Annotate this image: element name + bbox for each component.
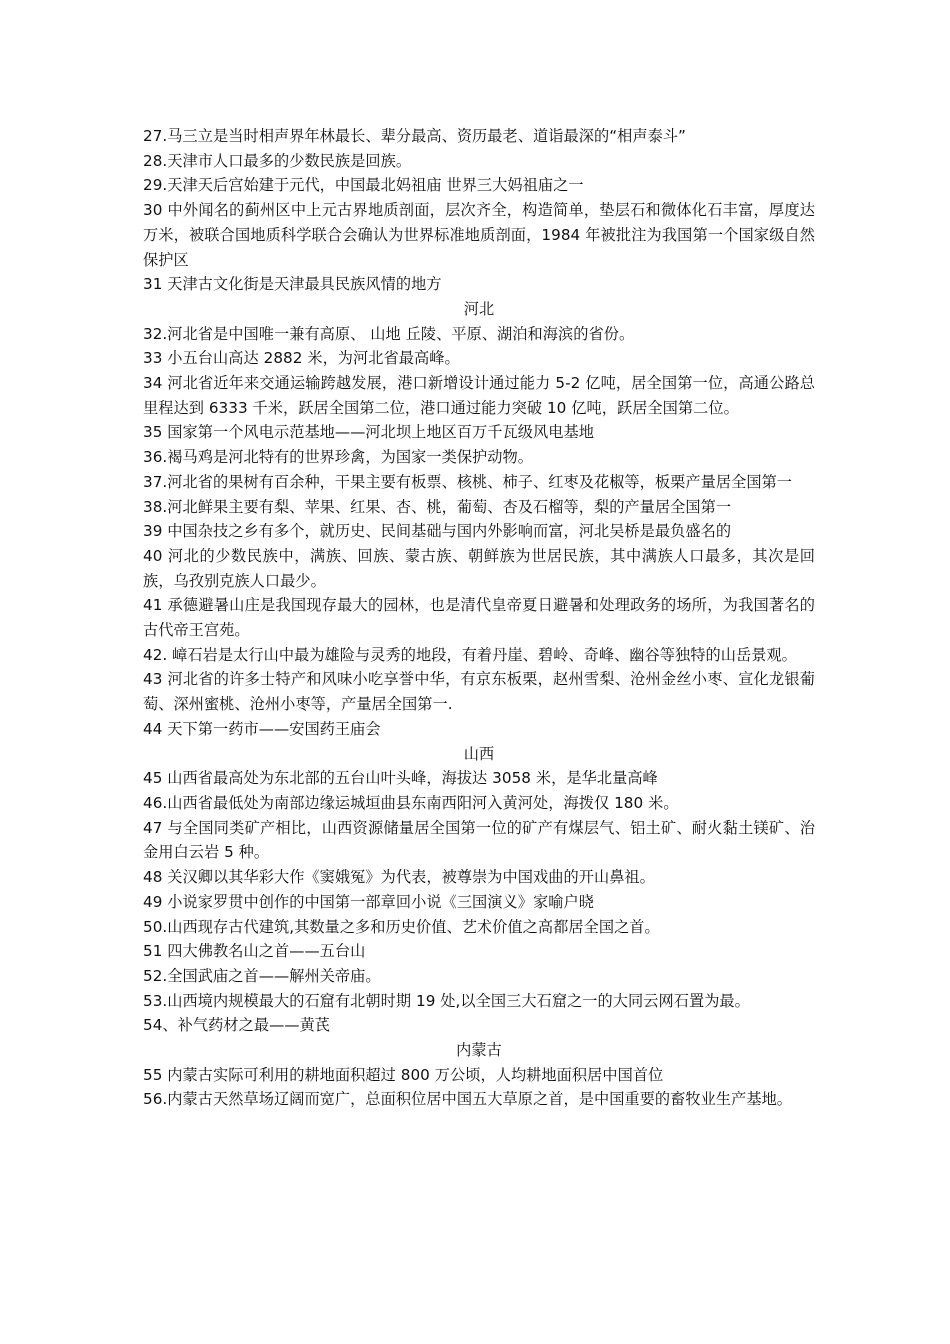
paragraph-39: 39 中国杂技之乡有多个，就历史、民间基础与国内外影响而富，河北吴桥是最负盛名的	[143, 522, 732, 541]
paragraph-30: 30 中外闻名的蓟州区中上元古界地质剖面，层次齐全，构造简单，垫层石和微体化石丰富，厚度达万米，被联合国地质科学联合会确认为世界标准地质剖面，1984 年被批注为我国第一个国家级自然保护区	[143, 201, 815, 269]
paragraph-27: 27.马三立是当时相声界年林最长、辈分最高、资历最老、道诣最深的“相声泰斗”	[143, 127, 686, 145]
paragraph-44: 44 天下第一药市——安国药王庙会	[143, 719, 381, 738]
paragraph-54: 54、补气药材之最——黄芪	[143, 1016, 331, 1035]
paragraph-29: 29.天津天后宫始建于元代，中国最北妈祖庙 世界三大妈祖庙之一	[143, 176, 584, 195]
paragraph-56: 56.内蒙古天然草场辽阔而宽广，总面积位居中国五大草原之首，是中国重要的畜牧业生产基地。	[143, 1090, 793, 1109]
section-heading-inner-mongolia: 内蒙古	[456, 1041, 502, 1060]
paragraph-31: 31 天津古文化街是天津最具民族风情的地方	[143, 275, 442, 294]
paragraph-53: 53.山西境内规模最大的石窟有北朝时期 19 处,以全国三大石窟之一的大同云网石置为最。	[143, 991, 750, 1010]
paragraph-33: 33 小五台山高达 2882 米，为河北省最高峰。	[143, 349, 460, 368]
paragraph-55: 55 内蒙古实际可利用的耕地面积超过 800 万公顷，人均耕地面积居中国首位	[143, 1065, 664, 1084]
section-heading-shanxi: 山西	[463, 744, 495, 763]
paragraph-47: 47 与全国同类矿产相比，山西资源储量居全国第一位的矿产有煤层气、铝土矿、耐火黏土镁矿、治金用白云岩 5 种。	[143, 818, 815, 862]
paragraph-51: 51 四大佛教名山之首——五台山	[143, 942, 366, 961]
paragraph-34: 34 河北省近年来交通运输跨越发展，港口新增设计通过能力 5-2 亿吨，居全国第一位，高通公路总里程达到 6333 千米，跃居全国第二位，港口通过能力突破 10 亿吨，跃居全国第二位。	[143, 374, 815, 417]
paragraph-35: 35 国家第一个风电示范基地——河北坝上地区百万千瓦级风电基地	[143, 423, 594, 442]
section-heading-hebei: 河北	[463, 299, 495, 318]
paragraph-50: 50.山西现存古代建筑,其数量之多和历史价值、艺术价值之高都居全国之首。	[143, 917, 660, 936]
paragraph-37: 37.河北省的果树有百余种，干果主要有板票、核桃、柿子、红枣及花椒等，板栗产量居全国第一	[143, 472, 793, 491]
paragraph-36: 36.褐马鸡是河北特有的世界珍禽，为国家一类保护动物。	[143, 448, 534, 467]
paragraph-28: 28.天津市人口最多的少数民族是回族。	[143, 151, 412, 170]
paragraph-48: 48 关汉卿以其华彩大作《窦娥冤》为代表，被尊崇为中国戏曲的开山鼻祖。	[143, 868, 655, 887]
paragraph-52: 52.全国武庙之首——解州关帝庙。	[143, 966, 381, 985]
paragraph-42: 42. 嶂石岩是太行山中最为雄险与灵秀的地段，有着丹崖、碧岭、奇峰、幽谷等独特的山岳景观。	[143, 645, 797, 664]
paragraph-40: 40 河北的少数民族中，满族、回族、蒙古族、朝鲜族为世居民族，其中满族人口最多，其次是回族，乌孜别克族人口最少。	[143, 546, 815, 590]
paragraph-45: 45 山西省最高处为东北部的五台山叶头峰，海拔达 3058 米，是华北量高峰	[143, 769, 658, 788]
paragraph-41: 41 承德避暑山庄是我国现存最大的园林，也是清代皇帝夏日避暑和处理政务的场所，为我国著名的古代帝王宫苑。	[143, 596, 815, 640]
paragraph-46: 46.山西省最低处为南部边缘运城垣曲县东南西阳河入黄河处，海拨仅 180 米。	[143, 793, 679, 812]
paragraph-43: 43 河北省的许多士特产和风味小吃享誉中华，有京东板栗，赵州雪梨、沧州金丝小枣、宣化龙银葡萄、深州蜜桃、沧州小枣等，产量居全国第一.	[143, 670, 815, 714]
paragraph-32: 32.河北省是中国唯一兼有高原、 山地 丘陵、平原、湖泊和海滨的省份。	[143, 324, 635, 343]
paragraph-38: 38.河北鲜果主要有梨、苹果、红果、杏、桃，葡萄、杏及石榴等，梨的产量居全国第一	[143, 497, 732, 516]
document-page	[143, 124, 815, 1112]
paragraph-49: 49 小说家罗贯中创作的中国第一部章回小说《三国演义》家喻户晓	[143, 892, 594, 911]
